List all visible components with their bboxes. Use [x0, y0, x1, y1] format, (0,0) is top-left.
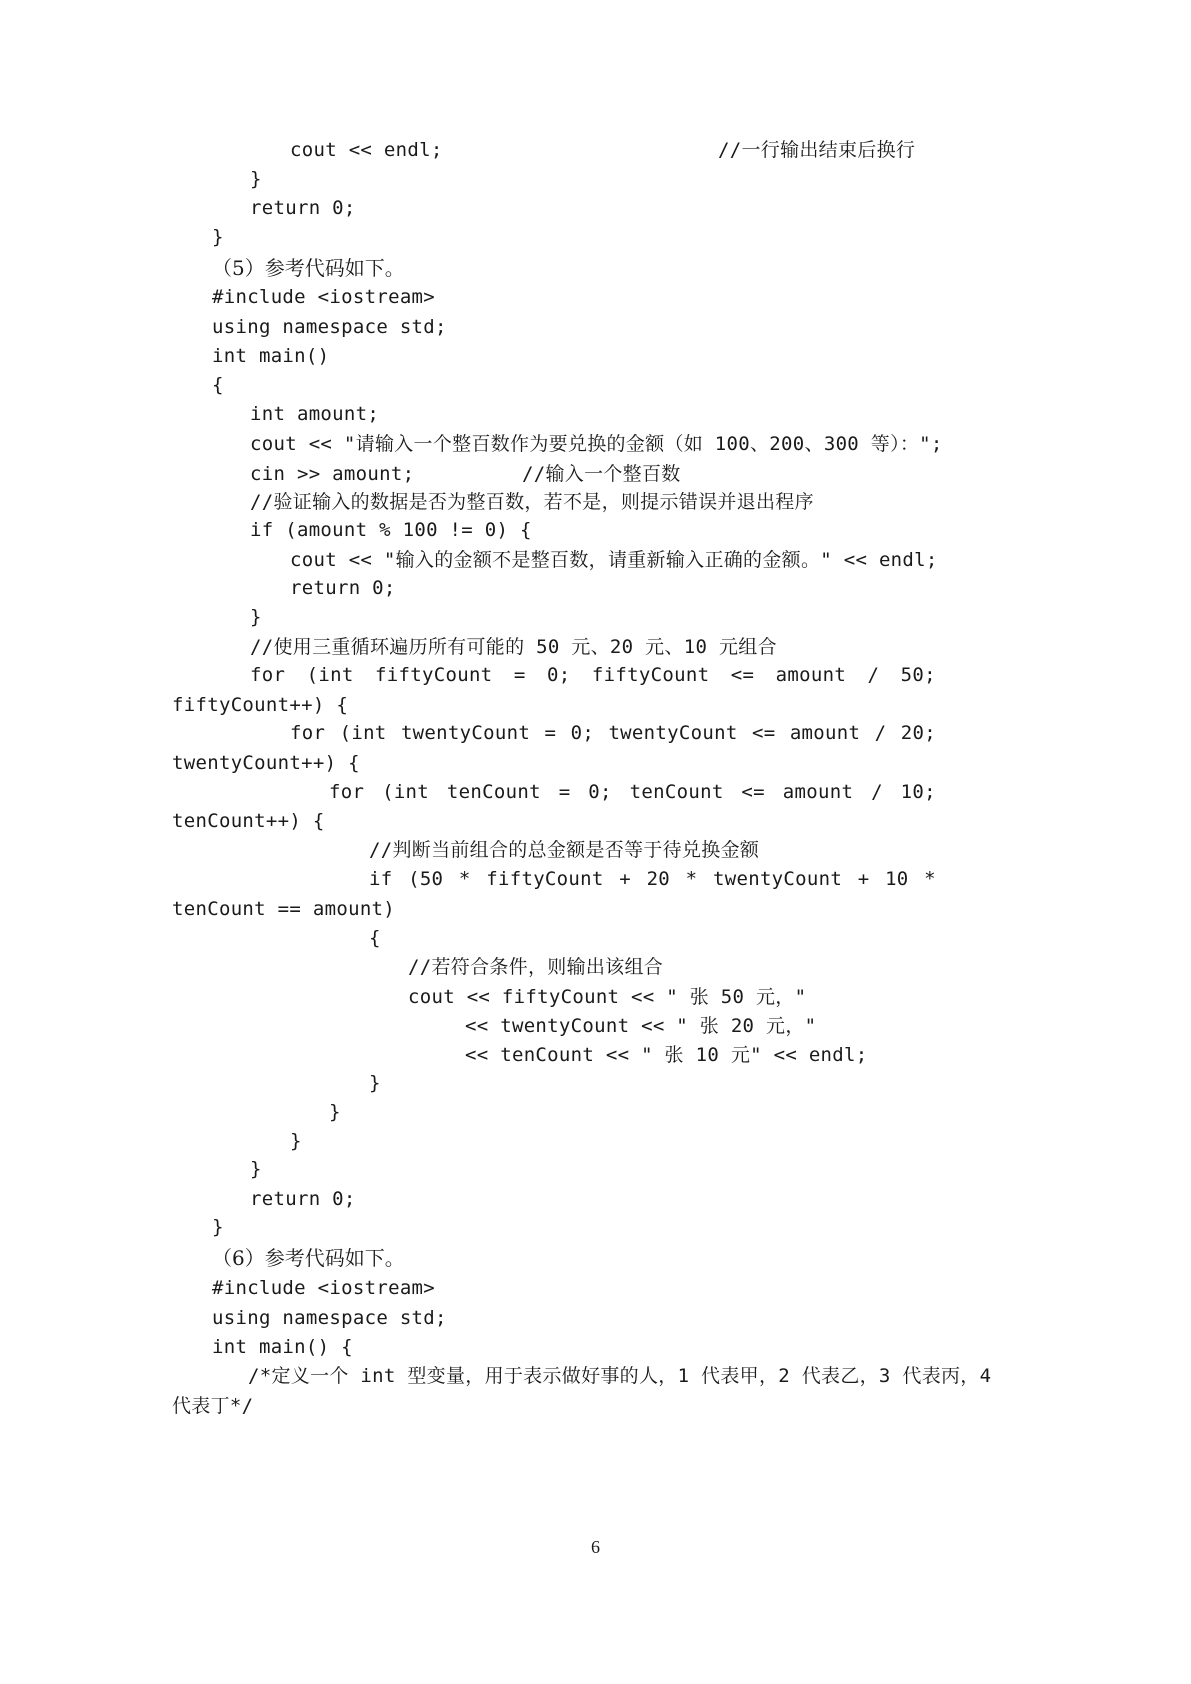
- code-line: return 0;: [250, 197, 356, 219]
- code-line: }: [329, 1101, 341, 1123]
- code-line: cout << "请输入一个整百数作为要兑换的金额（如 100、200、300 等）：";: [250, 433, 943, 455]
- section-heading: （6）参考代码如下。: [212, 1246, 405, 1270]
- code-line: }: [290, 1130, 302, 1152]
- code-line: cout << fiftyCount << " 张 50 元，": [408, 986, 807, 1008]
- code-token: 0;: [570, 722, 595, 744]
- code-token: 10: [885, 868, 909, 890]
- code-line-justified: [329, 780, 936, 804]
- code-line: twentyCount++) {: [172, 752, 360, 774]
- code-line: int main() {: [212, 1336, 353, 1358]
- code-token: =: [544, 722, 557, 744]
- code-token: amount: [789, 722, 861, 744]
- code-line: #include <iostream>: [212, 1277, 436, 1299]
- code-token: for: [290, 722, 326, 744]
- code-token: fiftyCount: [591, 664, 710, 686]
- code-token: (int: [339, 722, 387, 744]
- code-token: +: [857, 868, 870, 890]
- code-line: int main(): [212, 345, 330, 367]
- code-line: }: [212, 226, 224, 248]
- code-comment: //验证输入的数据是否为整百数，若不是，则提示错误并退出程序: [250, 491, 814, 513]
- code-line: << tenCount << " 张 10 元" << endl;: [465, 1044, 868, 1066]
- code-line: }: [250, 606, 262, 628]
- code-line: if (amount % 100 != 0) {: [250, 519, 532, 541]
- code-token: twentyCount: [712, 868, 843, 890]
- code-token: <=: [730, 664, 755, 686]
- code-line: #include <iostream>: [212, 286, 436, 308]
- code-line: using namespace std;: [212, 316, 447, 338]
- code-line: cout << endl;: [290, 139, 443, 161]
- code-line: fiftyCount++) {: [172, 694, 349, 716]
- code-token: /: [874, 722, 887, 744]
- code-line: tenCount++) {: [172, 810, 325, 832]
- section-heading: （5）参考代码如下。: [212, 256, 405, 280]
- code-token: <=: [751, 722, 776, 744]
- code-line: }: [250, 1158, 262, 1180]
- code-token: twentyCount: [608, 722, 738, 744]
- code-token: *: [458, 868, 471, 890]
- code-line: {: [212, 374, 224, 396]
- code-comment: //一行输出结束后换行: [718, 139, 916, 161]
- code-token: tenCount: [446, 781, 541, 803]
- code-line: }: [212, 1216, 224, 1238]
- code-token: (50: [408, 868, 444, 890]
- code-comment: 代表丁*/: [172, 1395, 254, 1417]
- code-line-justified: [290, 721, 936, 745]
- code-line-justified: [250, 663, 936, 687]
- code-line: return 0;: [290, 577, 396, 599]
- code-token: fiftyCount: [486, 868, 604, 890]
- code-token: =: [513, 664, 526, 686]
- code-comment: /*定义一个 int 型变量，用于表示做好事的人，1 代表甲，2 代表乙，3 代表丙，4: [248, 1365, 992, 1387]
- code-line: using namespace std;: [212, 1307, 447, 1329]
- code-line: int amount;: [250, 403, 380, 425]
- code-token: +: [619, 868, 631, 890]
- code-token: 20;: [900, 722, 936, 744]
- code-token: amount: [775, 664, 847, 686]
- code-comment: //使用三重循环遍历所有可能的 50 元、20 元、10 元组合: [250, 636, 777, 658]
- code-comment: //判断当前组合的总金额是否等于待兑换金额: [369, 839, 760, 861]
- code-line: }: [250, 168, 262, 190]
- code-token: 0;: [588, 781, 612, 803]
- code-token: 50;: [900, 664, 936, 686]
- code-token: (int: [306, 664, 354, 686]
- code-token: *: [685, 868, 698, 890]
- code-token: <=: [741, 781, 765, 803]
- code-token: if: [369, 868, 393, 890]
- code-token: tenCount: [629, 781, 724, 803]
- code-line: cin >> amount;: [250, 463, 415, 485]
- code-token: amount: [782, 781, 854, 803]
- code-token: 20: [646, 868, 671, 890]
- page-number: 6: [591, 1537, 600, 1557]
- code-token: fiftyCount: [375, 664, 493, 686]
- code-line: cout << "输入的金额不是整百数，请重新输入正确的金额。" << endl;: [290, 549, 938, 571]
- code-token: for: [250, 664, 286, 686]
- code-token: /: [871, 781, 883, 803]
- code-comment: //若符合条件，则输出该组合: [408, 956, 664, 978]
- code-token: (int: [382, 781, 430, 803]
- code-token: 10;: [900, 781, 936, 803]
- code-comment: //输入一个整百数: [522, 463, 681, 485]
- code-token: /: [867, 664, 880, 686]
- code-line: << twentyCount << " 张 20 元，": [465, 1015, 817, 1037]
- code-token: 0;: [547, 664, 571, 686]
- code-token: twentyCount: [400, 722, 531, 744]
- code-line: return 0;: [250, 1188, 356, 1210]
- code-line: {: [369, 927, 381, 949]
- code-token: *: [924, 868, 936, 890]
- code-token: for: [329, 781, 365, 803]
- code-line: tenCount == amount): [172, 898, 396, 920]
- code-line: }: [369, 1072, 381, 1094]
- code-token: =: [558, 781, 571, 803]
- code-line-justified: [369, 867, 936, 891]
